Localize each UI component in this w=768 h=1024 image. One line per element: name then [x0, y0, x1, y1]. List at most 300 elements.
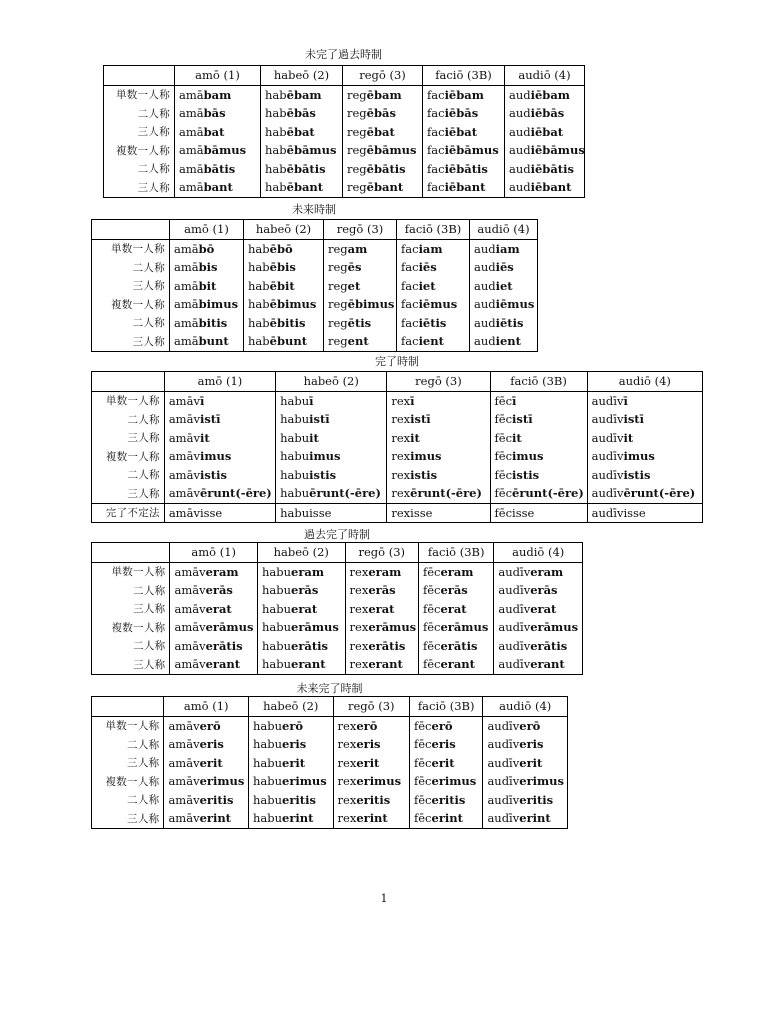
ending: eram [291, 564, 325, 579]
verb-header: audiō (4) [470, 220, 538, 240]
stem: fēc [413, 718, 432, 733]
stem: fēc [422, 638, 441, 653]
ending: ēs [347, 260, 362, 275]
ending: erint [431, 811, 463, 826]
ending: eram [368, 564, 402, 579]
table-row [92, 716, 568, 735]
stem: amāv [174, 583, 206, 598]
ending: erint [519, 811, 551, 826]
verb-header: amō (1) [175, 66, 261, 86]
ending: ēbis [269, 260, 296, 275]
ending: ent [347, 334, 369, 349]
table-row [92, 655, 583, 674]
conjugation-cell [423, 141, 505, 160]
person-label: 三人称 [137, 181, 170, 194]
verb-header: faciō (3B) [397, 220, 470, 240]
ending: imus [410, 449, 442, 464]
ending: erant [440, 657, 475, 672]
stem: fēc [413, 737, 432, 752]
ending: ēbam [366, 87, 402, 102]
verb-header: regō (3) [324, 220, 397, 240]
person-label: 複数一人称 [116, 144, 170, 157]
corner-cell [92, 372, 165, 392]
conjugation-cell [261, 160, 343, 179]
stem: amāv [168, 755, 200, 770]
stem: amāv [168, 811, 200, 826]
ending: bant [203, 180, 233, 195]
stem: habu [262, 564, 292, 579]
conjugation-cell [343, 178, 423, 197]
conjugation-cell [164, 735, 249, 754]
pluperfect-tense-table [91, 542, 583, 675]
ending: iēbant [530, 180, 572, 195]
ending: et [347, 278, 361, 293]
ending: ēbimus [347, 297, 395, 312]
stem: reg [347, 124, 367, 139]
table-row [92, 600, 583, 619]
future-perfect-tense-table [91, 696, 568, 829]
stem: audīv [487, 718, 520, 733]
ending: erās [368, 583, 396, 598]
stem: rex [337, 755, 357, 770]
stem: rex [391, 467, 411, 482]
conjugation-cell [261, 178, 343, 197]
table-row [104, 141, 585, 160]
stem: habu [262, 657, 292, 672]
conjugation-cell [248, 772, 333, 791]
table-row [104, 104, 585, 123]
stem: rex [391, 412, 411, 427]
stem: habu [280, 449, 310, 464]
stem: aud [509, 124, 531, 139]
verb-header: habeō (2) [276, 372, 387, 392]
ending: bam [203, 87, 232, 102]
stem: amā [179, 106, 204, 121]
ending: erat [440, 601, 467, 616]
ending: ēbimus [269, 297, 317, 312]
stem: habu [262, 601, 292, 616]
ending: ēbō [269, 241, 293, 256]
conjugation-cell [418, 562, 493, 581]
conjugation-cell [244, 277, 324, 296]
corner-cell [92, 697, 164, 717]
stem: habu [252, 755, 283, 770]
stem: aud [509, 143, 531, 158]
stem: audīv [498, 564, 531, 579]
stem: fēc [413, 792, 432, 807]
ending: erāmus [368, 620, 417, 635]
ending: istī [199, 412, 221, 427]
conjugation-cell [397, 239, 470, 258]
conjugation-cell [505, 178, 585, 197]
conjugation-cell [483, 735, 568, 754]
ending: ī [512, 393, 517, 408]
verb-header: regō (3) [333, 697, 409, 717]
conjugation-cell [490, 503, 587, 523]
ending: erātis [291, 638, 329, 653]
ending: istis [199, 467, 227, 482]
person-label: 二人称 [127, 469, 160, 482]
ending: iam [418, 241, 443, 256]
stem: habu [262, 638, 292, 653]
ending: erās [291, 583, 319, 598]
person-label: 二人称 [127, 413, 160, 426]
conjugation-cell [397, 277, 470, 296]
conjugation-cell [470, 258, 538, 277]
stem: habu [262, 620, 292, 635]
stem: hab [265, 124, 287, 139]
conjugation-cell [164, 772, 249, 791]
stem: amāv [168, 430, 200, 445]
table-row [92, 562, 583, 581]
stem: aud [474, 315, 496, 330]
person-label: 単数一人称 [111, 243, 165, 256]
section-title-future-perfect: 未来完了時制 [296, 682, 363, 695]
stem: amā [179, 143, 204, 158]
ending: erās [440, 583, 468, 598]
stem: audīv [591, 393, 624, 408]
stem: fēc [494, 412, 513, 427]
ending: iētis [495, 315, 524, 330]
verb-header: amō (1) [164, 372, 275, 392]
conjugation-cell [343, 123, 423, 142]
ending: erimus [356, 774, 402, 789]
conjugation-cell [333, 716, 409, 735]
conjugation-cell [483, 772, 568, 791]
conjugation-cell [258, 600, 346, 619]
verb-header: audiō (4) [483, 697, 568, 717]
ending: bit [198, 278, 217, 293]
person-label: 三人称 [133, 658, 166, 671]
stem: amāv [168, 449, 200, 464]
ending: iēs [495, 260, 514, 275]
conjugation-cell [258, 562, 346, 581]
table-row [92, 637, 583, 656]
conjugation-cell [170, 314, 244, 333]
conjugation-cell [258, 655, 346, 674]
corner-cell [104, 66, 175, 86]
conjugation-cell [409, 735, 482, 754]
ending: ēbātis [366, 161, 406, 176]
verb-header: habeō (2) [248, 697, 333, 717]
stem: fēc [494, 486, 513, 501]
verb-header: faciō (3B) [423, 66, 505, 86]
stem: rex [337, 792, 357, 807]
stem: amā [174, 297, 199, 312]
conjugation-cell [345, 637, 418, 656]
stem: rex [349, 564, 369, 579]
header-row [92, 543, 583, 563]
ending: bat [203, 124, 225, 139]
stem: amāv [168, 774, 200, 789]
ending: ī [623, 393, 628, 408]
stem: habu [280, 486, 310, 501]
conjugation-cell [490, 391, 587, 410]
conjugation-cell [170, 581, 258, 600]
ending: eritis [356, 792, 391, 807]
conjugation-cell [333, 772, 409, 791]
person-label: 複数一人称 [111, 298, 165, 311]
stem: audīvisse [591, 505, 646, 520]
ending: eris [431, 737, 456, 752]
stem: aud [509, 161, 531, 176]
stem: audīv [487, 774, 520, 789]
table-row [92, 410, 703, 429]
page-number: 1 [380, 892, 388, 905]
ending: erit [356, 755, 380, 770]
stem: rex [391, 486, 411, 501]
stem: fac [401, 297, 419, 312]
person-label: 三人称 [132, 280, 165, 293]
stem: amāv [168, 412, 200, 427]
stem: habu [280, 393, 310, 408]
conjugation-cell [261, 85, 343, 104]
conjugation-cell [276, 466, 387, 485]
conjugation-cell [175, 123, 261, 142]
stem: rex [337, 774, 357, 789]
ending: it [512, 430, 522, 445]
ending: erant [530, 657, 565, 672]
ending: erat [530, 601, 557, 616]
stem: hab [248, 334, 270, 349]
ending: istī [623, 412, 644, 427]
conjugation-cell [345, 581, 418, 600]
ending: iēmus [418, 297, 458, 312]
conjugation-cell [170, 239, 244, 258]
stem: amāv [174, 620, 206, 635]
person-label: 二人称 [127, 738, 160, 751]
ending: iet [495, 278, 513, 293]
header-row [92, 697, 568, 717]
table-row [92, 391, 703, 410]
conjugation-cell [387, 484, 490, 503]
stem: fac [427, 161, 445, 176]
stem: rex [349, 620, 369, 635]
stem: amāvisse [168, 505, 223, 520]
stem: reg [328, 334, 348, 349]
person-label: 完了不定法 [92, 503, 165, 523]
ending: iētis [418, 315, 447, 330]
stem: fēc [422, 657, 441, 672]
ending: ēbātis [286, 161, 326, 176]
ending: eritis [282, 792, 316, 807]
table-row [92, 618, 583, 637]
ending: eram [205, 564, 239, 579]
verb-header: faciō (3B) [409, 697, 482, 717]
stem: fac [427, 143, 445, 158]
ending: ētis [347, 315, 372, 330]
conjugation-cell [276, 410, 387, 429]
stem: habu [262, 583, 292, 598]
verb-header: audiō (4) [505, 66, 585, 86]
stem: amā [174, 334, 199, 349]
conjugation-cell [333, 754, 409, 773]
ending: bās [203, 106, 226, 121]
ending: bātis [203, 161, 236, 176]
conjugation-cell [164, 484, 275, 503]
conjugation-cell [470, 239, 538, 258]
stem: amā [174, 241, 199, 256]
person-label: 単数一人称 [105, 395, 160, 408]
table-row [92, 332, 538, 351]
stem: reg [328, 241, 348, 256]
ending: iēbāmus [530, 143, 585, 158]
person-label: 三人称 [137, 126, 170, 139]
section-title-future: 未来時制 [292, 203, 336, 216]
ending: iēbās [530, 106, 565, 121]
ending: ient [495, 334, 521, 349]
stem: aud [474, 334, 496, 349]
stem: reg [347, 106, 367, 121]
ending: erimus [431, 774, 477, 789]
conjugation-cell [175, 178, 261, 197]
ending: erās [530, 583, 558, 598]
ending: imus [199, 449, 232, 464]
conjugation-cell [397, 332, 470, 351]
stem: rex [337, 718, 357, 733]
conjugation-cell [261, 123, 343, 142]
conjugation-cell [324, 332, 397, 351]
stem: habu [280, 430, 310, 445]
conjugation-cell [494, 562, 583, 581]
ending: it [623, 430, 634, 445]
verb-header: audiō (4) [494, 543, 583, 563]
conjugation-cell [248, 735, 333, 754]
ending: erant [205, 657, 241, 672]
conjugation-cell [276, 429, 387, 448]
stem: audīv [487, 792, 520, 807]
ending: ērunt(-ēre) [309, 486, 381, 501]
ending: eritis [519, 792, 554, 807]
conjugation-cell [490, 466, 587, 485]
conjugation-cell [258, 637, 346, 656]
conjugation-cell [164, 791, 249, 810]
ending: erō [199, 718, 221, 733]
conjugation-cell [409, 791, 482, 810]
ending: erāmus [530, 620, 579, 635]
stem: hab [248, 260, 270, 275]
ending: eritis [431, 792, 466, 807]
stem: habu [252, 774, 283, 789]
conjugation-cell [164, 429, 275, 448]
conjugation-cell [409, 772, 482, 791]
conjugation-cell [164, 466, 275, 485]
conjugation-cell [324, 239, 397, 258]
stem: rex [337, 737, 357, 752]
person-label: 三人称 [127, 812, 160, 825]
stem: aud [474, 297, 496, 312]
stem: amāv [168, 467, 200, 482]
ending: eram [530, 564, 564, 579]
stem: amāv [174, 601, 206, 616]
stem: fēc [413, 755, 432, 770]
stem: fac [401, 278, 419, 293]
conjugation-cell [494, 618, 583, 637]
stem: amāv [174, 638, 206, 653]
conjugation-cell [164, 716, 249, 735]
stem: amāv [168, 486, 200, 501]
ending: ēbāmus [366, 143, 417, 158]
ending: bō [198, 241, 215, 256]
stem: audīv [591, 449, 624, 464]
ending: iēbātis [444, 161, 488, 176]
conjugation-cell [324, 314, 397, 333]
table-row [92, 791, 568, 810]
person-label: 二人称 [127, 794, 160, 807]
table-row [92, 809, 568, 828]
conjugation-cell [170, 295, 244, 314]
conjugation-cell [587, 484, 702, 503]
stem: fēcisse [494, 505, 535, 520]
stem: audīv [487, 737, 520, 752]
stem: fēc [494, 430, 513, 445]
stem: amāv [174, 564, 206, 579]
person-label: 二人称 [137, 107, 170, 120]
section-title-pluperfect: 過去完了時制 [304, 528, 370, 541]
conjugation-cell [244, 239, 324, 258]
verb-header: habeō (2) [261, 66, 343, 86]
ending: istī [309, 412, 330, 427]
table-row [104, 160, 585, 179]
conjugation-cell [505, 85, 585, 104]
stem: habuisse [280, 505, 332, 520]
conjugation-cell [170, 600, 258, 619]
conjugation-cell [343, 160, 423, 179]
ending: ēbāmus [286, 143, 337, 158]
conjugation-cell [324, 295, 397, 314]
ending: eritis [199, 792, 234, 807]
conjugation-cell [175, 104, 261, 123]
ending: istis [410, 467, 438, 482]
conjugation-cell [587, 429, 702, 448]
stem: audīv [498, 583, 531, 598]
perfect-tense-table [91, 371, 703, 523]
conjugation-cell [343, 141, 423, 160]
stem: fēc [413, 811, 432, 826]
ending: iēbat [444, 124, 478, 139]
table-row [92, 258, 538, 277]
person-label: 三人称 [127, 432, 160, 445]
conjugation-cell [244, 295, 324, 314]
stem: fac [427, 87, 445, 102]
table-row [92, 239, 538, 258]
ending: eris [282, 737, 307, 752]
conjugation-cell [490, 429, 587, 448]
corner-cell [92, 543, 170, 563]
conjugation-cell [248, 809, 333, 828]
stem: amā [179, 87, 204, 102]
conjugation-cell [170, 618, 258, 637]
conjugation-cell [490, 484, 587, 503]
conjugation-cell [170, 258, 244, 277]
ending: ēbitis [269, 315, 306, 330]
stem: aud [509, 180, 531, 195]
stem: amā [179, 124, 204, 139]
person-label: 複数一人称 [105, 775, 160, 788]
stem: rex [391, 393, 411, 408]
verb-header: audiō (4) [587, 372, 702, 392]
ending: erāmus [205, 620, 254, 635]
ending: erant [291, 657, 326, 672]
stem: audīv [498, 620, 531, 635]
conjugation-cell [423, 123, 505, 142]
conjugation-cell [244, 314, 324, 333]
stem: amāv [168, 393, 200, 408]
conjugation-cell [494, 637, 583, 656]
ending: erātis [440, 638, 478, 653]
ending: istis [309, 467, 337, 482]
stem: amāv [168, 737, 200, 752]
